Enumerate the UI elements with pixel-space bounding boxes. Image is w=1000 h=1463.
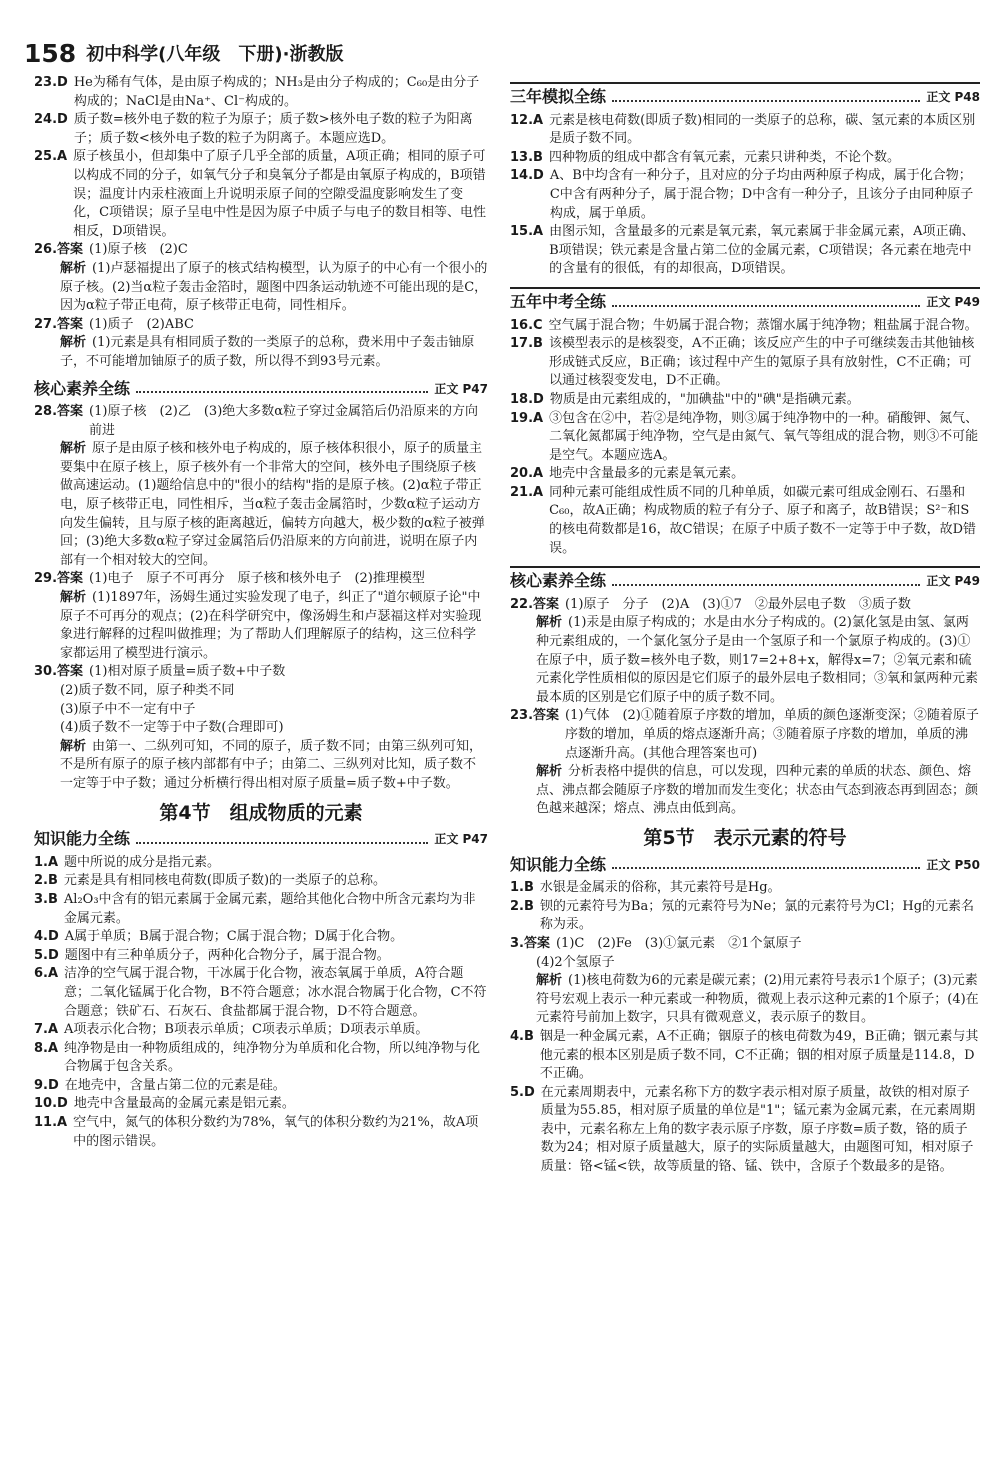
analysis-text: (1)卢瑟福提出了原子的核式结构模型，认为原子的中心有一个很小的原子核。(2)当α粒子轰击金箔时，题图中四条运动轨迹不可能出现的是C，因为α粒子带正电荷，原子核带正电荷，同性相斥。	[60, 260, 488, 314]
answer-number: 13.B	[510, 149, 543, 165]
answer-number: 11.A	[34, 1115, 68, 1131]
answer-item	[34, 111, 488, 148]
answer-text: 纯净物是由一种物质组成的，纯净物分为单质和化合物，所以纯净物与化合物属于包含关系。	[64, 1040, 481, 1075]
answer-text: A、B中均含有一种分子，且对应的分子均由两种原子构成，属于化合物；C中含有两种分子，属于混合物；D中含有一种分子，且该分子由同种原子构成，属于单质。	[549, 168, 974, 221]
answer-text: A项表示化合物；B项表示单质；C项表示单质；D项表示单质。	[64, 1022, 429, 1038]
answer-number: 5.D	[510, 1084, 535, 1100]
answer-text: 在元素周期表中，元素名称下方的数字表示相对原子质量，故铁的相对原子质量为55.85，相对原子质量的单位是"1"；锰元素为金属元素，在元素周期表中，元素名称左上角的数字表示原子序数，原子序数=质子数，铬的质子数为24；相对原子质量越大，原子的实际质量越大，由题图可知，相对原子质量：铬<锰<铁，故等质量的铬、锰、铁中，含原子个数最多的是铬。	[540, 1084, 976, 1175]
answer-item	[34, 1040, 488, 1077]
answer-item	[510, 596, 980, 615]
section-title: 知识能力全练	[510, 854, 607, 874]
answer-text: 洁净的空气属于混合物，干冰属于化合物，液态氧属于单质，A符合题意；二氧化锰属于化合物，B不符合题意；冰水混合物属于化合物，C不符合题意；铁矿石、石灰石、食盐都属于混合物，D不符合题意。	[64, 966, 487, 1019]
answer-text: (1)气体 (2)①随着原子序数的增加，单质的颜色逐渐变深；②随着原子序数的增加，单质的熔点逐渐升高；③随着原子序数的增加，单质的沸点逐渐升高。(其他合理答案也可)	[565, 708, 979, 761]
section-title: 三年模拟全练	[510, 87, 607, 106]
answer-line: (3)原子中不一定有中子	[60, 701, 196, 717]
answer-text: 物质是由元素组成的，"加碘盐"中的"碘"是指碘元素。	[549, 391, 860, 407]
answer-item	[510, 1028, 980, 1084]
section-heading	[510, 856, 980, 875]
answer-item	[510, 223, 980, 279]
answer-number: 8.A	[34, 1040, 59, 1056]
answer-number: 20.A	[510, 466, 544, 482]
section-dots	[612, 584, 920, 586]
answer-item	[34, 928, 488, 947]
answer-text: 地壳中含量最多的元素是氧元素。	[549, 466, 745, 482]
analysis-text: 原子是由原子核和核外电子构成的，原子核体积很小，原子的质量主要集中在原子核上，原子核外有一个非常大的空间，核外电子围绕原子核做高速运动。(1)题给信息中的"很小的结构"指的是原子核。(2)α粒子带正电，原子核带正电，同性相斥，当α粒子轰击金属箔时，少数α粒子运动方向发生偏转，且与原子核的距离越近，偏转方向越大，极少数的α粒子被弹回；(3)绝大多数α粒子穿过金属箔后仍沿原来的方向前进，说明在原子内部有一个相对较大的空间。	[60, 441, 485, 568]
answer-item	[34, 1095, 488, 1114]
analysis-label: 解析	[536, 615, 563, 631]
answer-number: 15.A	[510, 224, 544, 240]
answer-number: 19.A	[510, 410, 544, 426]
analysis-text: 分析表格中提供的信息，可以发现，四种元素的单质的状态、颜色、熔点、沸点都会随原子序数的增加而发生变化；状态由气态到液态再到固态；颜色越来越深；熔点、沸点由低到高。	[536, 764, 979, 817]
answer-item	[34, 1077, 488, 1096]
answer-number: 1.A	[34, 854, 59, 870]
analysis-block	[34, 334, 488, 371]
answer-number: 18.D	[510, 391, 544, 407]
page-header	[24, 28, 343, 68]
analysis-label: 解析	[60, 441, 87, 457]
section-heading	[34, 380, 488, 399]
answer-number: 26.答案	[34, 242, 84, 258]
answer-item	[510, 707, 980, 763]
answer-line: (4)质子数不一定等于中子数(合理即可)	[60, 720, 284, 736]
analysis-text: (1)1897年，汤姆生通过实验发现了电子，纠正了"道尔顿原子论"中原子不可再分的观点；(2)在科学研究中，像汤姆生和卢瑟福这样对实验现象进行解释的过程叫做推理；为了帮助人们理解原子的结构，这三位科学家都运用了模型进行演示。	[60, 590, 482, 661]
answer-text: He为稀有气体，是由原子构成的；NH₃是由分子构成的；C₆₀是由分子构成的；NaCl是由Na⁺、Cl⁻构成的。	[73, 75, 480, 109]
answer-number: 1.B	[510, 880, 534, 896]
analysis-label: 解析	[60, 260, 87, 276]
analysis-label: 解析	[60, 590, 87, 606]
answer-text: 钡的元素符号为Ba；氖的元素符号为Ne；氯的元素符号为Cl；Hg的元素名称为汞。	[539, 898, 975, 933]
answer-item	[34, 965, 488, 1021]
answer-number: 3.答案	[510, 935, 550, 951]
answer-item	[34, 1021, 488, 1040]
answer-number: 21.A	[510, 484, 544, 500]
section-title: 核心素养全练	[34, 378, 131, 398]
answer-number: 30.答案	[34, 664, 84, 680]
section-heading	[510, 82, 980, 107]
answer-item	[34, 891, 488, 928]
answer-item	[510, 391, 980, 410]
answer-text: 铟是一种金属元素，A不正确；铟原子的核电荷数为49，B正确；铟元素与其他元素的根本区别是质子数不同，C不正确；铟的相对原子质量是114.8，D不正确。	[539, 1028, 979, 1082]
answer-number: 2.B	[510, 898, 534, 914]
answer-number: 6.A	[34, 966, 59, 982]
answer-text: 空气中，氮气的体积分数约为78%，氧气的体积分数约为21%，故A项中的图示错误。	[73, 1115, 479, 1149]
answer-text: (1)质子 (2)ABC	[89, 316, 194, 332]
answer-item	[510, 149, 980, 168]
analysis-text: (1)元素是具有相同质子数的一类原子的总称，费米用中子轰击铀原子，不可能增加铀原子的质子数，所以得不到93号元素。	[60, 335, 475, 369]
answer-number: 5.D	[34, 947, 59, 963]
section-dots	[136, 391, 428, 393]
analysis-text: 由第一、二纵列可知，不同的原子，质子数不同；由第三纵列可知，不是所有原子的原子核内部都有中子；由第二、三纵列对比知，质子数不一定等于中子数；通过分析横行得出相对原子质量=质子数+中子数。	[60, 738, 483, 791]
right-column	[510, 74, 980, 1177]
analysis-block	[510, 972, 980, 1028]
answer-item	[510, 1084, 980, 1177]
answer-text: 同种元素可能组成性质不同的几种单质，如碳元素可组成金刚石、石墨和C₆₀，故A正确；构成物质的粒子有分子、原子和离子，故B错误；S²⁻和S的核电荷数都是16，故C错误；在原子中质子数不一定等于中子数，故D错误。	[549, 484, 977, 556]
answer-number: 25.A	[34, 149, 68, 165]
answer-number: 28.答案	[34, 404, 84, 420]
answer-number: 22.答案	[510, 596, 560, 612]
answer-text: 元素是核电荷数(即质子数)相同的一类原子的总称，碳、氢元素的本质区别是质子数不同。	[549, 112, 976, 147]
answer-text: 原子核虽小，但却集中了原子几乎全部的质量，A项正确；相同的原子可以构成不同的分子，如氧气分子和臭氧分子都是由氧原子构成的，B项错误；温度计内汞柱液面上升说明汞原子间的空隙受温度影响发生了变化，C项错误；原子呈电中性是因为原子中质子与电子的数目相等、电性相反，D项错误。	[73, 149, 487, 239]
answer-text: 空气属于混合物；牛奶属于混合物；蒸馏水属于纯净物；粗盐属于混合物。	[548, 317, 978, 333]
section-dots	[612, 100, 920, 102]
analysis-block	[34, 738, 488, 794]
answer-text: 地壳中含量最高的金属元素是铝元素。	[73, 1096, 295, 1112]
answer-number: 16.C	[510, 317, 543, 333]
answer-item	[510, 112, 980, 149]
answer-text: 由图示知，含量最多的元素是氧元素，氧元素属于非金属元素，A项正确、B项错误；铁元素是含量占第二位的金属元素，C项错误；各元素在地壳中的含量有的很低，有的却很高，D项错误。	[549, 224, 975, 277]
left-column	[34, 74, 488, 1151]
answer-item	[510, 935, 980, 954]
answer-item	[34, 854, 488, 873]
answer-item	[510, 898, 980, 935]
section-page-ref: 正文 P47	[434, 381, 488, 396]
answer-number: 3.B	[34, 891, 58, 907]
analysis-block	[510, 763, 980, 819]
answer-text: 题图中有三种单质分子，两种化合物分子，属于混合物。	[64, 947, 390, 963]
answer-number: 4.D	[34, 929, 59, 945]
answer-item	[34, 947, 488, 966]
answer-item	[510, 167, 980, 223]
section-dots	[136, 842, 428, 844]
chapter-title: 第4节 组成物质的元素	[159, 801, 363, 824]
answer-item	[34, 241, 488, 260]
answer-number: 27.答案	[34, 316, 84, 332]
answer-item	[510, 410, 980, 466]
answer-number: 4.B	[510, 1028, 534, 1044]
answer-item	[510, 484, 980, 558]
analysis-block	[34, 440, 488, 570]
section-page-ref: 正文 P49	[926, 574, 980, 589]
analysis-block	[34, 260, 488, 316]
section-dots	[612, 305, 920, 307]
answer-number: 24.D	[34, 112, 68, 128]
answer-text: 题中所说的成分是指元素。	[64, 854, 221, 870]
answer-text: A属于单质；B属于混合物；C属于混合物；D属于化合物。	[64, 929, 404, 945]
answer-number: 14.D	[510, 168, 544, 184]
analysis-block	[34, 589, 488, 663]
answer-text: 水银是金属汞的俗称，其元素符号是Hg。	[539, 880, 781, 896]
answer-text: (1)原子核 (2)乙 (3)绝大多数α粒子穿过金属箔后仍沿原来的方向前进	[89, 404, 479, 438]
answer-item	[34, 403, 488, 440]
answer-text: (1)相对原子质量=质子数+中子数	[89, 664, 286, 680]
answer-line: (4)2个氢原子	[536, 954, 615, 970]
answer-text: (1)C (2)Fe (3)①氯元素 ②1个氯原子	[555, 935, 802, 951]
section-heading	[510, 566, 980, 591]
section-title: 核心素养全练	[510, 571, 607, 591]
answer-item	[510, 879, 980, 898]
analysis-text: (1)核电荷数为6的元素是碳元素；(2)用元素符号表示1个原子；(3)元素符号宏观上表示一种元素或一种物质，微观上表示这种元素的1个原子；(4)在元素符号前加上数字，只具有微观意义，表示原子的数目。	[536, 973, 979, 1026]
answer-item	[510, 335, 980, 391]
section-page-ref: 正文 P47	[434, 832, 488, 847]
answer-number: 29.答案	[34, 571, 84, 587]
answer-number: 17.B	[510, 336, 543, 352]
answer-text: (1)原子 分子 (2)A (3)①7 ②最外层电子数 ③质子数	[565, 596, 911, 612]
section-heading	[510, 287, 980, 312]
answer-item	[34, 872, 488, 891]
answer-text: 质子数=核外电子数的粒子为原子；质子数>核外电子数的粒子为阳离子；质子数<核外电子数的粒子为阴离子。本题应选D。	[73, 112, 473, 146]
analysis-label: 解析	[536, 973, 563, 989]
answer-text: 在地壳中，含量占第二位的元素是硅。	[64, 1077, 286, 1093]
answer-item	[510, 317, 980, 336]
answer-item	[34, 74, 488, 111]
answer-text: 该模型表示的是核裂变，A不正确；该反应产生的中子可继续轰击其他铀核形成链式反应，B正确；该过程中产生的氪原子具有放射性，C不正确；可以通过核裂变发电，D不正确。	[548, 336, 975, 389]
answer-number: 12.A	[510, 112, 544, 128]
book-title: 初中科学(八年级 下册)·浙教版	[86, 44, 344, 65]
answer-number: 7.A	[34, 1022, 59, 1038]
analysis-label: 解析	[536, 764, 563, 780]
answer-text: (1)电子 原子不可再分 原子核和核外电子 (2)推理模型	[89, 571, 425, 587]
answer-number: 2.B	[34, 873, 58, 889]
section-dots	[612, 867, 920, 869]
answer-item	[510, 465, 980, 484]
section-page-ref: 正文 P50	[926, 857, 980, 872]
section-heading	[34, 830, 488, 849]
section-title: 知识能力全练	[34, 829, 131, 849]
answer-number: 23.答案	[510, 708, 560, 724]
answer-item	[34, 148, 488, 241]
analysis-text: (1)汞是由原子构成的；水是由水分子构成的。(2)氯化氢是由氢、氯两种元素组成的，一个氯化氢分子是由一个氢原子和一个氯原子构成的。(3)①在原子中，质子数=核外电子数，则17=2+8+x，解得x=7；②氧元素和硫元素化学性质相似的原因是它们原子的最外层电子数相同；③氧和氯两种元素最本质的区别是它们原子中的质子数不同。	[536, 615, 979, 705]
answer-number: 23.D	[34, 75, 68, 90]
answer-text: Al₂O₃中含有的铝元素属于金属元素，题给其他化合物中所含元素均为非金属元素。	[63, 891, 476, 926]
analysis-label: 解析	[60, 738, 87, 754]
answer-number: 9.D	[34, 1077, 59, 1093]
section-page-ref: 正文 P49	[926, 294, 980, 309]
section-title: 五年中考全练	[510, 291, 607, 311]
answer-item	[34, 316, 488, 335]
analysis-label: 解析	[60, 335, 87, 351]
answer-text: (1)原子核 (2)C	[89, 242, 188, 258]
chapter-title: 第5节 表示元素的符号	[643, 826, 847, 849]
section-page-ref: 正文 P48	[926, 90, 980, 104]
answer-item	[34, 570, 488, 589]
answer-item	[34, 1114, 488, 1151]
answer-item	[34, 663, 488, 682]
analysis-block	[510, 614, 980, 707]
answer-text: ③包含在②中，若②是纯净物，则③属于纯净物中的一种。硝酸钾、氮气、二氧化氮都属于纯净物，空气是由氮气、氧气等组成的混合物，则③不可能是空气。本题应选A。	[549, 410, 979, 463]
answer-number: 10.D	[34, 1096, 68, 1112]
answer-text: 四种物质的组成中都含有氧元素，元素只讲种类，不论个数。	[548, 149, 900, 165]
page-number: 158	[24, 39, 77, 68]
answer-line: (2)质子数不同，原子种类不同	[60, 683, 235, 698]
answer-text: 元素是具有相同核电荷数(即质子数)的一类原子的总称。	[63, 873, 387, 889]
